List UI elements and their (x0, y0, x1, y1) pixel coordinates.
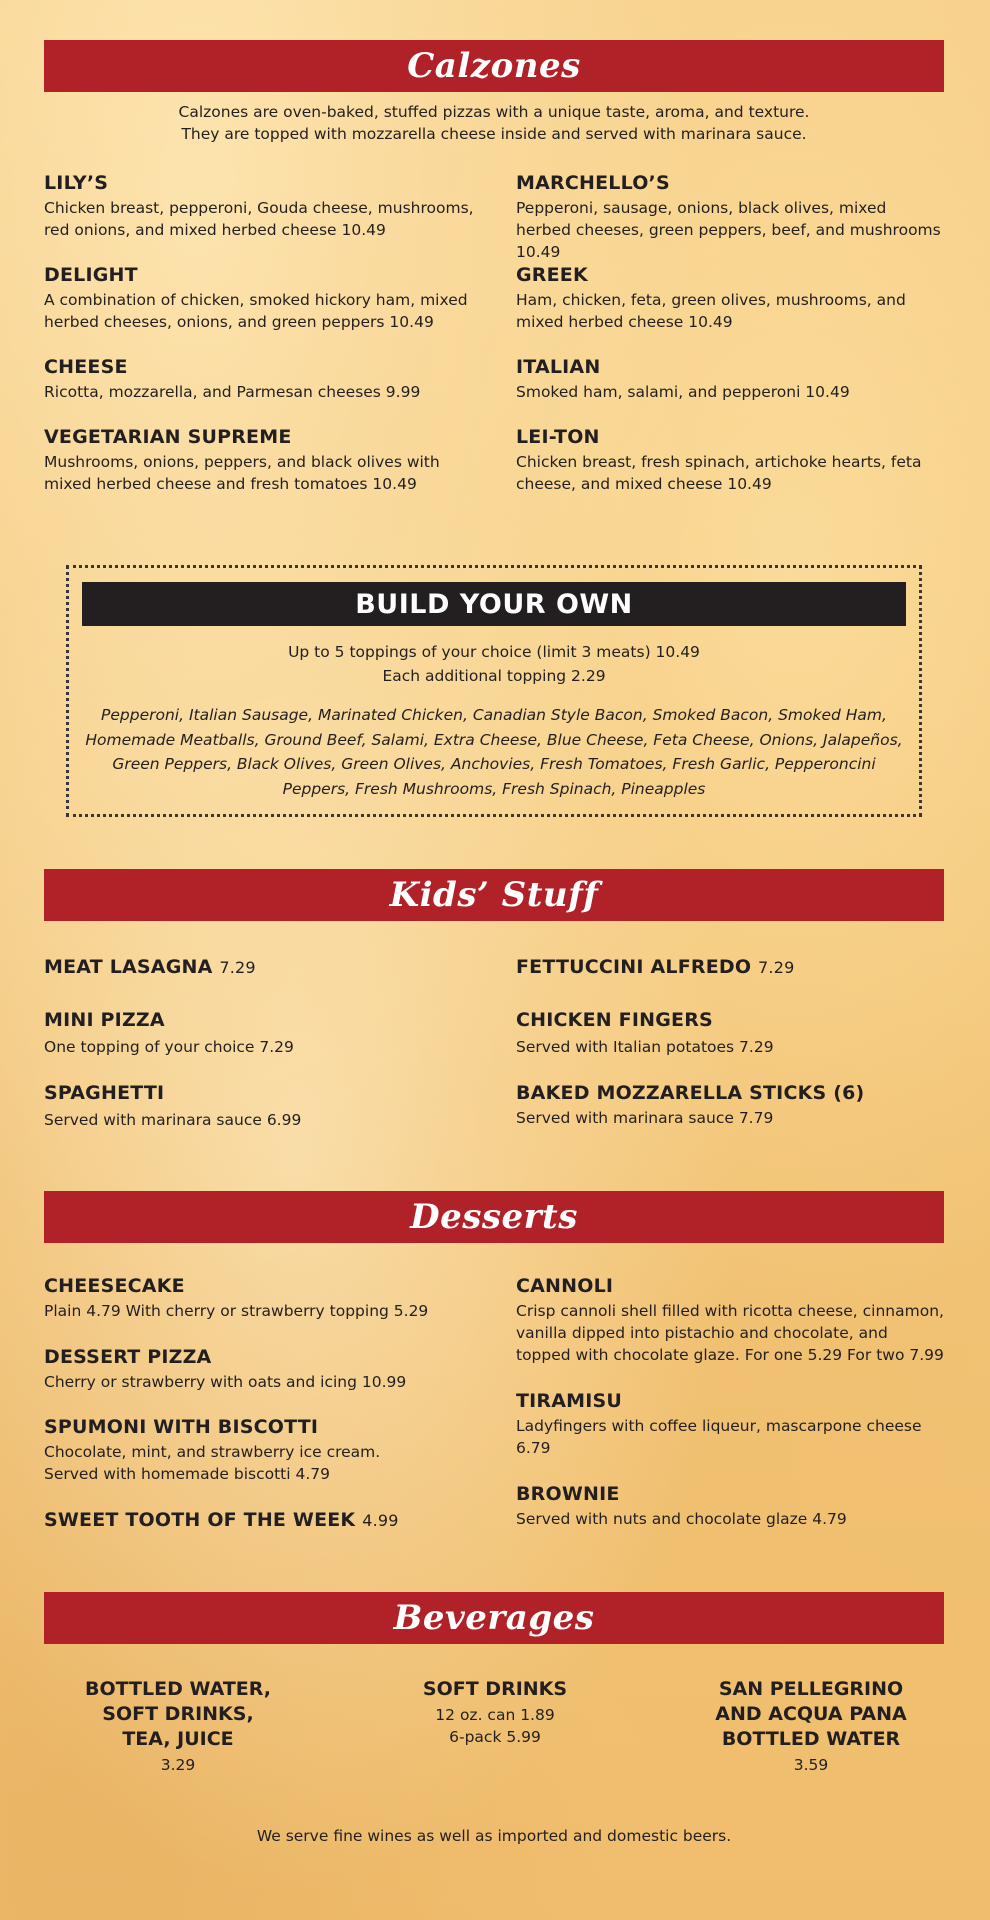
calzones-intro (44, 101, 944, 145)
beverage-name-line: SAN PELLEGRINO (718, 1678, 904, 1700)
beverage-name-line: BOTTLED WATER, (85, 1678, 271, 1700)
menu-item-chicken-fingers (516, 1008, 946, 1058)
menu-item-lilys (44, 171, 474, 241)
beverage-name-line: AND ACQUA PANA (715, 1703, 907, 1725)
menu-item-delight (44, 263, 474, 333)
item-name: DELIGHT (44, 264, 138, 286)
item-description: Cherry or strawberry with oats and icing 10.99 (44, 1373, 407, 1391)
item-name: TIRAMISU (516, 1390, 623, 1412)
item-name (44, 955, 474, 980)
menu-item-vegetarian-supreme (44, 425, 474, 495)
item-name: BROWNIE (516, 1483, 620, 1505)
item-description: Chicken breast, fresh spinach, artichoke hearts, feta cheese, and mixed cheese 10.49 (516, 453, 922, 493)
build-your-own-price: Up to 5 toppings of your choice (limit 3 meats) 10.49 (288, 643, 700, 661)
item-name: SPUMONI WITH BISCOTTI (44, 1416, 319, 1438)
item-description: Ricotta, mozzarella, and Parmesan cheeses 9.99 (44, 383, 421, 401)
beverage-san-pellegrino-acqua-pana (681, 1677, 941, 1776)
beverage-name-line: TEA, JUICE (122, 1728, 234, 1750)
beverages-banner: Beverages (44, 1592, 944, 1644)
item-price: 7.29 (758, 958, 795, 977)
beverage-soft-drinks (365, 1677, 625, 1748)
item-name-text: FETTUCCINI ALFREDO (516, 956, 752, 978)
beverage-price: 3.59 (793, 1756, 829, 1774)
item-name: MINI PIZZA (44, 1009, 165, 1031)
item-name: BAKED MOZZARELLA STICKS (6) (516, 1082, 865, 1104)
item-description: A combination of chicken, smoked hickory ham, mixed herbed cheeses, onions, and green peppers 10.49 (44, 291, 468, 331)
menu-item-cheese (44, 355, 474, 403)
menu-item-spaghetti (44, 1081, 474, 1131)
menu-item-cheesecake (44, 1274, 474, 1322)
item-name: LEI-TON (516, 426, 600, 448)
calzones-intro-line-1: Calzones are oven-baked, stuffed pizzas with a unique taste, aroma, and texture. (178, 103, 810, 121)
item-name: DESSERT PIZZA (44, 1346, 212, 1368)
item-name: MARCHELLO’S (516, 172, 670, 194)
item-price: 7.29 (219, 958, 256, 977)
menu-item-greek (516, 263, 946, 333)
menu-item-italian (516, 355, 946, 403)
item-description: Chicken breast, pepperoni, Gouda cheese, mushrooms, red onions, and mixed herbed cheese 10.49 (44, 199, 474, 239)
build-your-own-toppings: Pepperoni, Italian Sausage, Marinated Chicken, Canadian Style Bacon, Smoked Bacon, Smoked Ham, Homemade Meatballs, Ground Beef, Salami, Extra Cheese, Blue Cheese, Feta Cheese, Onions, Jalapeños, Green Peppers, Black Olives, Green Olives, Anchovies, Fresh Tomatoes, Fresh Garlic, Pepperoncini Peppers, Fresh Mushrooms, Fresh Spinach, Pineapples (85, 706, 903, 798)
menu-item-baked-mozzarella-sticks (516, 1081, 946, 1129)
calzones-intro-line-2: They are topped with mozzarella cheese inside and served with marinara sauce. (181, 125, 807, 143)
menu-item-dessert-pizza (44, 1345, 474, 1393)
menu-item-meat-lasagna (44, 955, 474, 980)
item-description: Chocolate, mint, and strawberry ice cream. Served with homemade biscotti 4.79 (44, 1443, 381, 1483)
item-description: Mushrooms, onions, peppers, and black olives with mixed herbed cheese and fresh tomatoes 10.49 (44, 453, 440, 493)
item-name: CHICKEN FINGERS (516, 1009, 713, 1031)
item-description: Served with marinara sauce 6.99 (44, 1111, 302, 1129)
menu-item-brownie (516, 1482, 946, 1530)
beverage-price: 6-pack 5.99 (449, 1728, 541, 1746)
item-description: Smoked ham, salami, and pepperoni 10.49 (516, 383, 850, 401)
menu-item-cannoli (516, 1274, 946, 1366)
item-description: Ham, chicken, feta, green olives, mushrooms, and mixed herbed cheese 10.49 (516, 291, 906, 331)
build-your-own-additional: Each additional topping 2.29 (382, 667, 606, 685)
item-description: Pepperoni, sausage, onions, black olives, mixed herbed cheeses, green peppers, beef, and mushrooms 10.49 (516, 199, 941, 261)
item-name: GREEK (516, 264, 588, 286)
beverage-bottled-water-soft-drinks-tea-juice (48, 1677, 308, 1776)
item-description: One topping of your choice 7.29 (44, 1038, 294, 1056)
kids-banner: Kids’ Stuff (44, 869, 944, 921)
beverage-name-line: SOFT DRINKS, (102, 1703, 254, 1725)
menu-item-marchellos (516, 171, 946, 263)
wine-beer-note: We serve fine wines as well as imported and domestic beers. (256, 1827, 732, 1845)
item-name: VEGETARIAN SUPREME (44, 426, 292, 448)
menu-item-sweet-tooth-of-the-week (44, 1508, 474, 1533)
beverage-price: 3.29 (160, 1756, 196, 1774)
menu-item-spumoni-with-biscotti (44, 1415, 424, 1485)
build-your-own-banner: BUILD YOUR OWN (82, 582, 906, 626)
item-description: Plain 4.79 With cherry or strawberry topping 5.29 (44, 1302, 429, 1320)
item-description: Crisp cannoli shell filled with ricotta cheese, cinnamon, vanilla dipped into pistachio and chocolate, and topped with chocolate glaze. For one 5.29 For two 7.99 (516, 1302, 944, 1364)
beverage-name-line: SOFT DRINKS (422, 1678, 568, 1700)
item-name: ITALIAN (516, 356, 601, 378)
item-description: Served with Italian potatoes 7.29 (516, 1038, 774, 1056)
calzones-banner: Calzones (44, 40, 944, 92)
item-name (44, 1508, 474, 1533)
menu-item-fettuccini-alfredo (516, 955, 946, 980)
item-name: CANNOLI (516, 1275, 614, 1297)
item-description: Served with marinara sauce 7.79 (516, 1109, 774, 1127)
item-price: 4.99 (362, 1511, 399, 1530)
menu-item-mini-pizza (44, 1008, 474, 1058)
item-name-text: MEAT LASAGNA (44, 956, 213, 978)
item-name: LILY’S (44, 172, 109, 194)
item-name: SPAGHETTI (44, 1082, 165, 1104)
item-name-text: SWEET TOOTH OF THE WEEK (44, 1509, 356, 1531)
item-name: CHEESE (44, 356, 128, 378)
beverage-name-line: BOTTLED WATER (721, 1728, 901, 1750)
desserts-banner: Desserts (44, 1191, 944, 1243)
beverage-price: 12 oz. can 1.89 (435, 1706, 555, 1724)
item-description: Served with nuts and chocolate glaze 4.79 (516, 1510, 847, 1528)
item-name (516, 955, 946, 980)
menu-item-tiramisu (516, 1389, 946, 1459)
item-name: CHEESECAKE (44, 1275, 185, 1297)
item-description: Ladyfingers with coffee liqueur, mascarpone cheese 6.79 (516, 1417, 922, 1457)
menu-item-lei-ton (516, 425, 946, 495)
